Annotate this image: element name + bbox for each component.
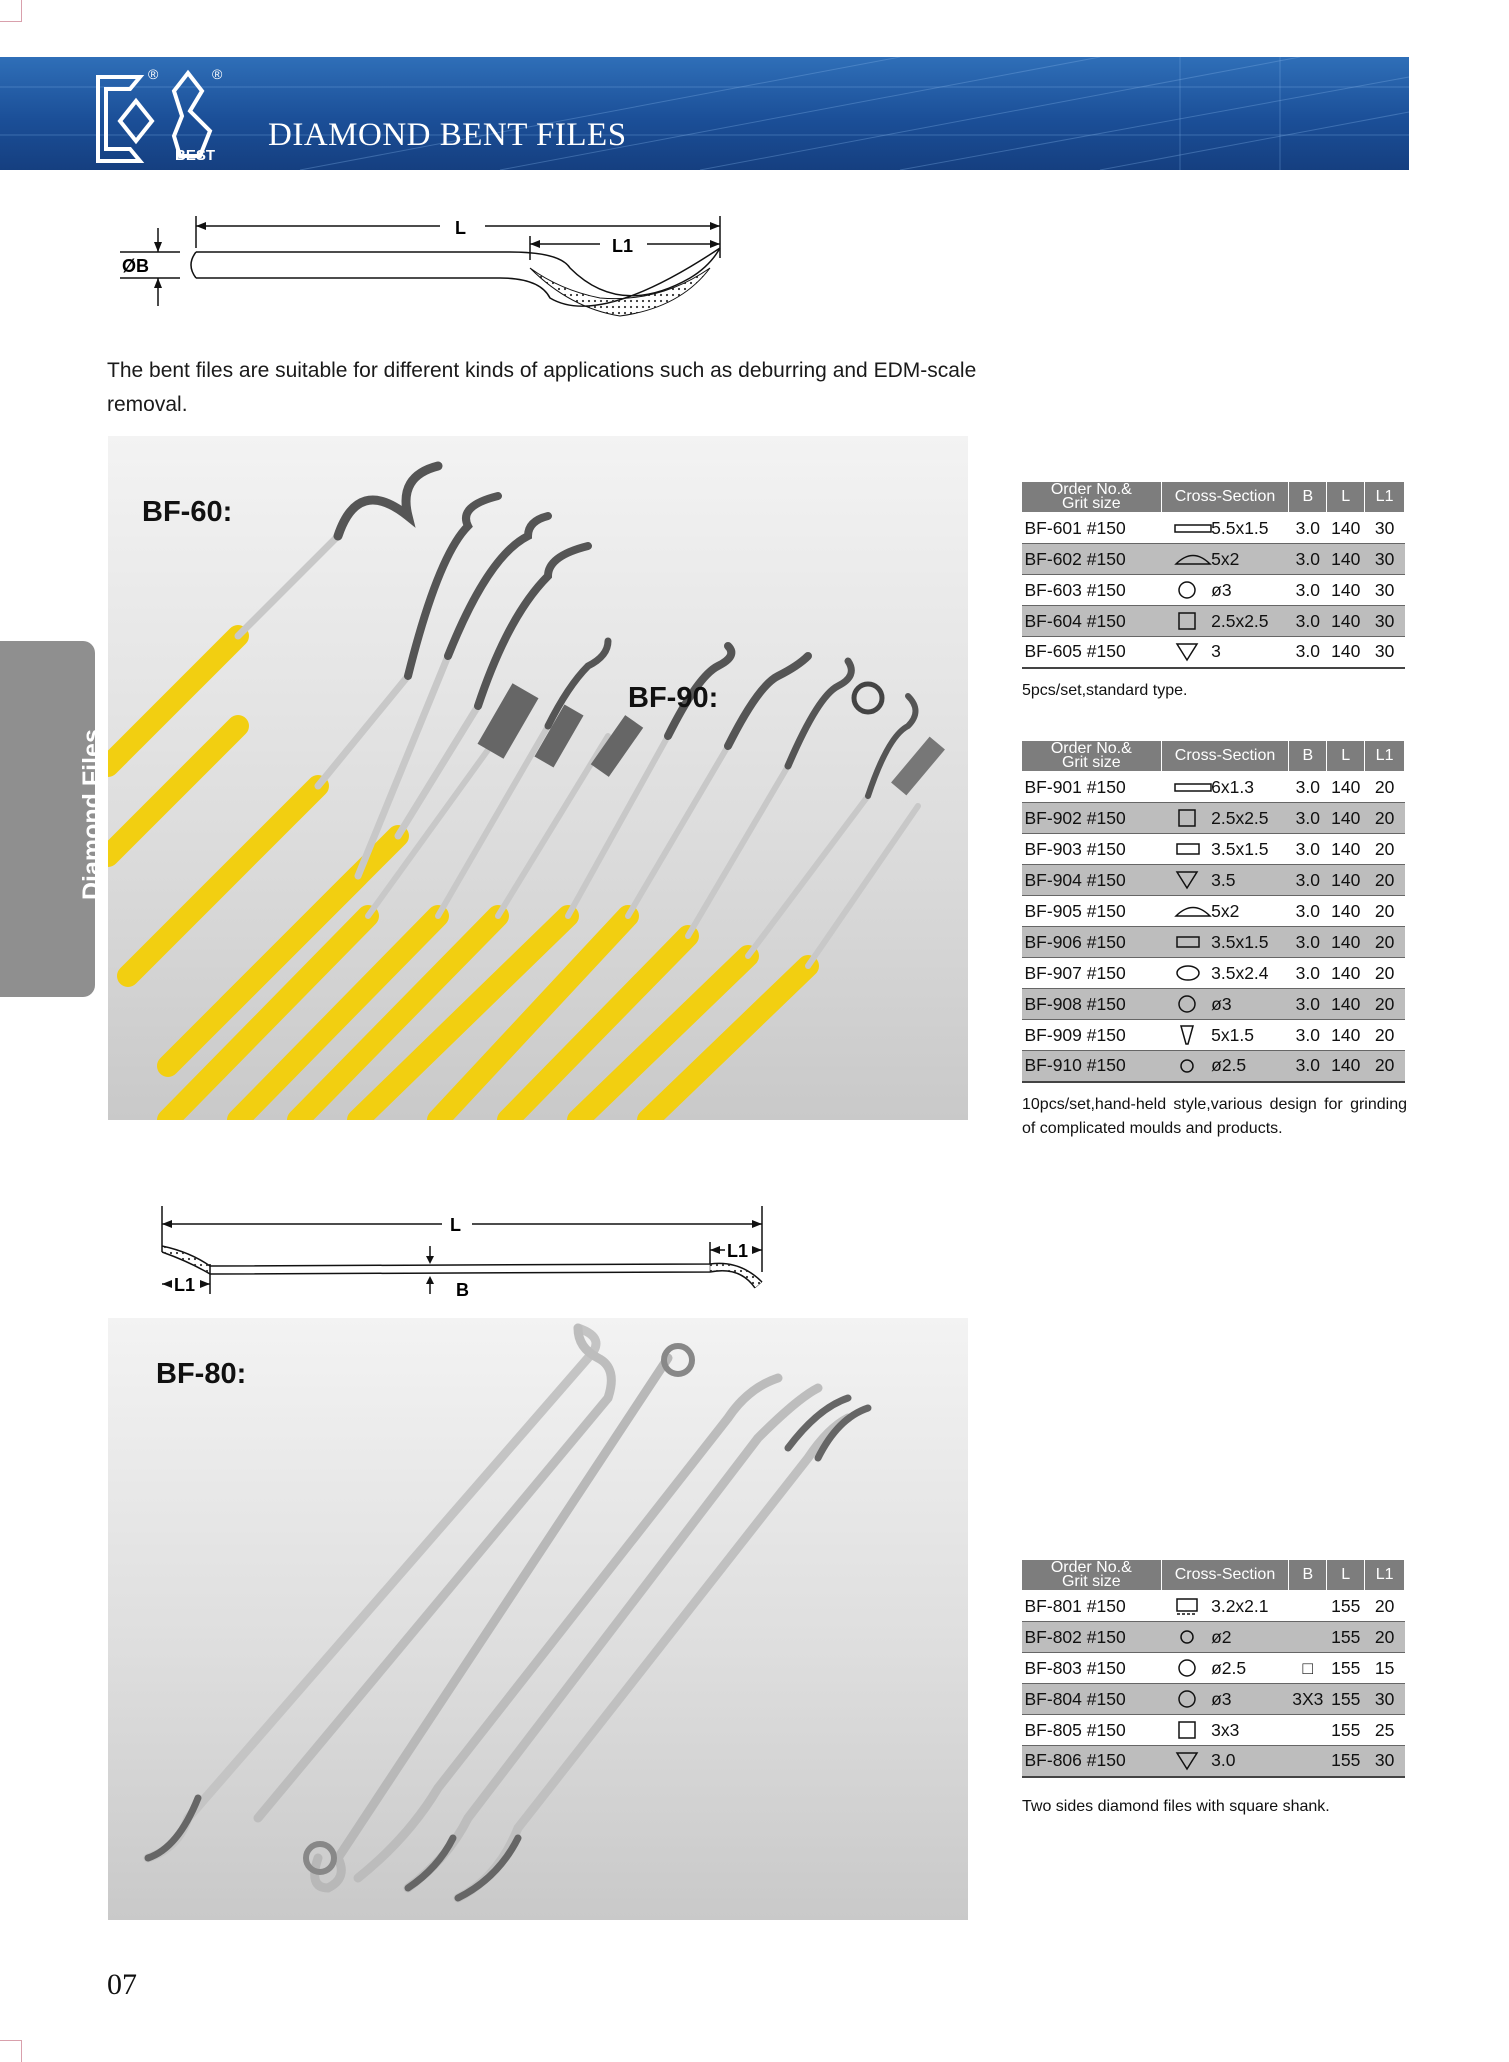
side-tab-label: Diamond Files [78,729,106,900]
col-order-grit: Order No.& Grit size [1022,1560,1162,1591]
l-cell: 155 [1327,1591,1365,1622]
col-cross-section: Cross-Section [1161,741,1289,772]
order-cell: BF-801 #150 [1022,1591,1162,1622]
col-l: L [1327,482,1365,513]
b-cell: 3.0 [1289,989,1327,1020]
spec-table-bf80 [1021,1559,1405,1778]
order-cell: BF-904 #150 [1022,865,1162,896]
diagram-L1-label: L1 [612,236,634,256]
b-cell: 3.0 [1289,1020,1327,1051]
diagram2-L1-left-label: L1 [174,1275,196,1295]
l-cell: 140 [1327,637,1365,668]
bent-file-dimension-diagram [100,208,740,328]
svg-text:®: ® [212,66,223,82]
cross-section-cell [1161,803,1289,834]
b-cell: □ [1289,1653,1327,1684]
order-cell: BF-902 #150 [1022,803,1162,834]
b-cell: 3.0 [1289,544,1327,575]
table-row [1022,606,1405,637]
l-cell: 155 [1327,1653,1365,1684]
order-cell: BF-604 #150 [1022,606,1162,637]
cross-section-cell [1161,834,1289,865]
order-cell: BF-603 #150 [1022,575,1162,606]
b-cell: 3.0 [1289,637,1327,668]
l1-cell: 20 [1365,896,1405,927]
col-b: B [1289,482,1327,513]
b-cell: 3.0 [1289,803,1327,834]
col-cross-section: Cross-Section [1161,482,1289,513]
l-cell: 140 [1327,958,1365,989]
b-cell [1289,1746,1327,1777]
l-cell: 140 [1327,803,1365,834]
order-cell: BF-903 #150 [1022,834,1162,865]
double-ended-files-illustration [108,1318,968,1920]
l1-cell: 20 [1365,927,1405,958]
best-logo [90,61,240,167]
l1-cell: 30 [1365,575,1405,606]
b-cell: 3.0 [1289,834,1327,865]
l1-cell: 20 [1365,1020,1405,1051]
cross-section-cell [1161,865,1289,896]
cross-section-cell [1161,958,1289,989]
table-row [1022,927,1405,958]
cross-section-cell [1161,1051,1289,1082]
cross-section-cell [1161,1684,1289,1715]
size-value: ø2.5 [1211,1657,1247,1678]
l1-cell: 30 [1365,637,1405,668]
b-cell [1289,1622,1327,1653]
size-value: 5x2 [1211,548,1240,569]
l-cell: 155 [1327,1684,1365,1715]
l1-cell: 20 [1365,1591,1405,1622]
order-cell: BF-802 #150 [1022,1622,1162,1653]
l-cell: 155 [1327,1746,1365,1777]
table-row [1022,834,1405,865]
l-cell: 155 [1327,1715,1365,1746]
table-row [1022,1684,1405,1715]
table-row [1022,1746,1405,1777]
header-banner [0,57,1409,170]
order-cell: BF-803 #150 [1022,1653,1162,1684]
b-cell [1289,1715,1327,1746]
table-row [1022,1715,1405,1746]
cross-section-cell [1161,1591,1289,1622]
l-cell: 140 [1327,513,1365,544]
b-cell: 3.0 [1289,1051,1327,1082]
diagram-B-label: ØB [122,256,149,276]
order-cell: BF-805 #150 [1022,1715,1162,1746]
note-bf80: Two sides diamond files with square shank. [1022,1798,1330,1815]
cross-section-cell [1161,927,1289,958]
col-l: L [1327,741,1365,772]
b-cell [1289,1591,1327,1622]
size-value: 3.0 [1211,1750,1236,1771]
size-value: 3.5x1.5 [1211,931,1269,952]
col-l: L [1327,1560,1365,1591]
table-row [1022,637,1405,668]
size-value: ø2.5 [1211,1055,1247,1076]
table-row [1022,513,1405,544]
col-order-grit: Order No.& Grit size [1022,482,1162,513]
l1-cell: 20 [1365,1051,1405,1082]
size-value: 3x3 [1211,1719,1240,1740]
page-number: 07 [107,1968,137,2001]
b-cell: 3.0 [1289,958,1327,989]
b-cell: 3.0 [1289,927,1327,958]
bf80-label: BF-80: [156,1358,247,1390]
double-ended-file-dimension-diagram [150,1202,790,1308]
l1-cell: 20 [1365,803,1405,834]
cross-section-cell [1161,575,1289,606]
l-cell: 140 [1327,772,1365,803]
col-cross-section: Cross-Section [1161,1560,1289,1591]
l1-cell: 20 [1365,1622,1405,1653]
b-cell: 3.0 [1289,896,1327,927]
page-title: DIAMOND BENT FILES [268,117,627,153]
table-row [1022,772,1405,803]
size-value: 3.5x2.4 [1211,962,1269,983]
description: The bent files are suitable for different kinds of applications such as deburring and EDM-scale removal. [107,359,977,416]
size-value: 3.5x1.5 [1211,838,1269,859]
bf80-product-photo [108,1318,968,1920]
size-value: ø2 [1211,1626,1232,1647]
size-value: 3 [1211,641,1221,662]
col-b: B [1289,1560,1327,1591]
l1-cell: 20 [1365,958,1405,989]
cross-section-cell [1161,637,1289,668]
l-cell: 140 [1327,989,1365,1020]
l1-cell: 20 [1365,772,1405,803]
cross-section-cell [1161,1653,1289,1684]
cross-section-cell [1161,513,1289,544]
diagram2-B-label: B [456,1280,469,1300]
logo-text: BEST [175,147,216,164]
table-row [1022,575,1405,606]
l-cell: 140 [1327,834,1365,865]
order-cell: BF-906 #150 [1022,927,1162,958]
spec-table-bf90 [1021,740,1405,1083]
l-cell: 140 [1327,606,1365,637]
order-cell: BF-804 #150 [1022,1684,1162,1715]
bf60-label: BF-60: [142,496,233,528]
l-cell: 140 [1327,1051,1365,1082]
b-cell: 3.0 [1289,606,1327,637]
size-value: 3.2x2.1 [1211,1595,1269,1616]
note-bf90: 10pcs/set,hand-held style,various design for grinding of complicated moulds and products. [1022,1096,1407,1137]
col-l1: L1 [1365,741,1405,772]
table-row [1022,958,1405,989]
size-value: 5x1.5 [1211,1024,1254,1045]
order-cell: BF-909 #150 [1022,1020,1162,1051]
b-cell: 3.0 [1289,865,1327,896]
note-bf60: 5pcs/set,standard type. [1022,682,1188,699]
size-value: 5.5x1.5 [1211,517,1269,538]
table-row [1022,865,1405,896]
size-value: 3.5 [1211,869,1236,890]
order-cell: BF-602 #150 [1022,544,1162,575]
cross-section-cell [1161,606,1289,637]
l1-cell: 30 [1365,606,1405,637]
bf90-files [168,641,945,1120]
l1-cell: 30 [1365,544,1405,575]
bent-files-illustration [108,436,968,1120]
l-cell: 140 [1327,896,1365,927]
col-b: B [1289,741,1327,772]
table-row [1022,544,1405,575]
size-value: 2.5x2.5 [1211,610,1269,631]
l1-cell: 20 [1365,989,1405,1020]
size-value: ø3 [1211,1688,1232,1709]
b-cell: 3.0 [1289,513,1327,544]
table-row [1022,803,1405,834]
order-cell: BF-910 #150 [1022,1051,1162,1082]
b-cell: 3.0 [1289,575,1327,606]
l1-cell: 15 [1365,1653,1405,1684]
cross-section-cell [1161,896,1289,927]
order-cell: BF-901 #150 [1022,772,1162,803]
table-row [1022,989,1405,1020]
col-order-grit: Order No.& Grit size [1022,741,1162,772]
b-cell: 3X3 [1289,1684,1327,1715]
cross-section-cell [1161,989,1289,1020]
table-row [1022,1051,1405,1082]
table-row [1022,1653,1405,1684]
size-value: 6x1.3 [1211,776,1254,797]
table-row [1022,896,1405,927]
cross-section-cell [1161,544,1289,575]
order-cell: BF-601 #150 [1022,513,1162,544]
bf60-bf90-product-photo [108,436,968,1120]
cross-section-cell [1161,772,1289,803]
cross-section-cell [1161,1020,1289,1051]
b-cell: 3.0 [1289,772,1327,803]
table-row [1022,1020,1405,1051]
diagram-L-label: L [455,218,466,238]
cross-section-cell [1161,1715,1289,1746]
spec-table-bf60 [1021,481,1405,669]
l-cell: 140 [1327,544,1365,575]
diagram2-L-label: L [450,1215,461,1235]
size-value: ø3 [1211,993,1232,1014]
l1-cell: 20 [1365,834,1405,865]
crop-mark-bottom [0,2040,22,2062]
size-value: 2.5x2.5 [1211,807,1269,828]
order-cell: BF-806 #150 [1022,1746,1162,1777]
col-l1: L1 [1365,1560,1405,1591]
l-cell: 155 [1327,1622,1365,1653]
table-row [1022,1622,1405,1653]
crop-mark-top [0,0,22,22]
table-row [1022,1591,1405,1622]
l1-cell: 30 [1365,1684,1405,1715]
l-cell: 140 [1327,575,1365,606]
l-cell: 140 [1327,865,1365,896]
cross-section-cell [1161,1746,1289,1777]
order-cell: BF-907 #150 [1022,958,1162,989]
svg-text:®: ® [148,66,159,82]
bf90-label: BF-90: [628,682,719,714]
l-cell: 140 [1327,1020,1365,1051]
diagram2-L1-right-label: L1 [727,1241,749,1261]
l-cell: 140 [1327,927,1365,958]
l1-cell: 25 [1365,1715,1405,1746]
l1-cell: 30 [1365,513,1405,544]
size-value: ø3 [1211,579,1232,600]
l1-cell: 20 [1365,865,1405,896]
order-cell: BF-905 #150 [1022,896,1162,927]
size-value: 5x2 [1211,900,1240,921]
order-cell: BF-908 #150 [1022,989,1162,1020]
cross-section-cell [1161,1622,1289,1653]
col-l1: L1 [1365,482,1405,513]
order-cell: BF-605 #150 [1022,637,1162,668]
l1-cell: 30 [1365,1746,1405,1777]
